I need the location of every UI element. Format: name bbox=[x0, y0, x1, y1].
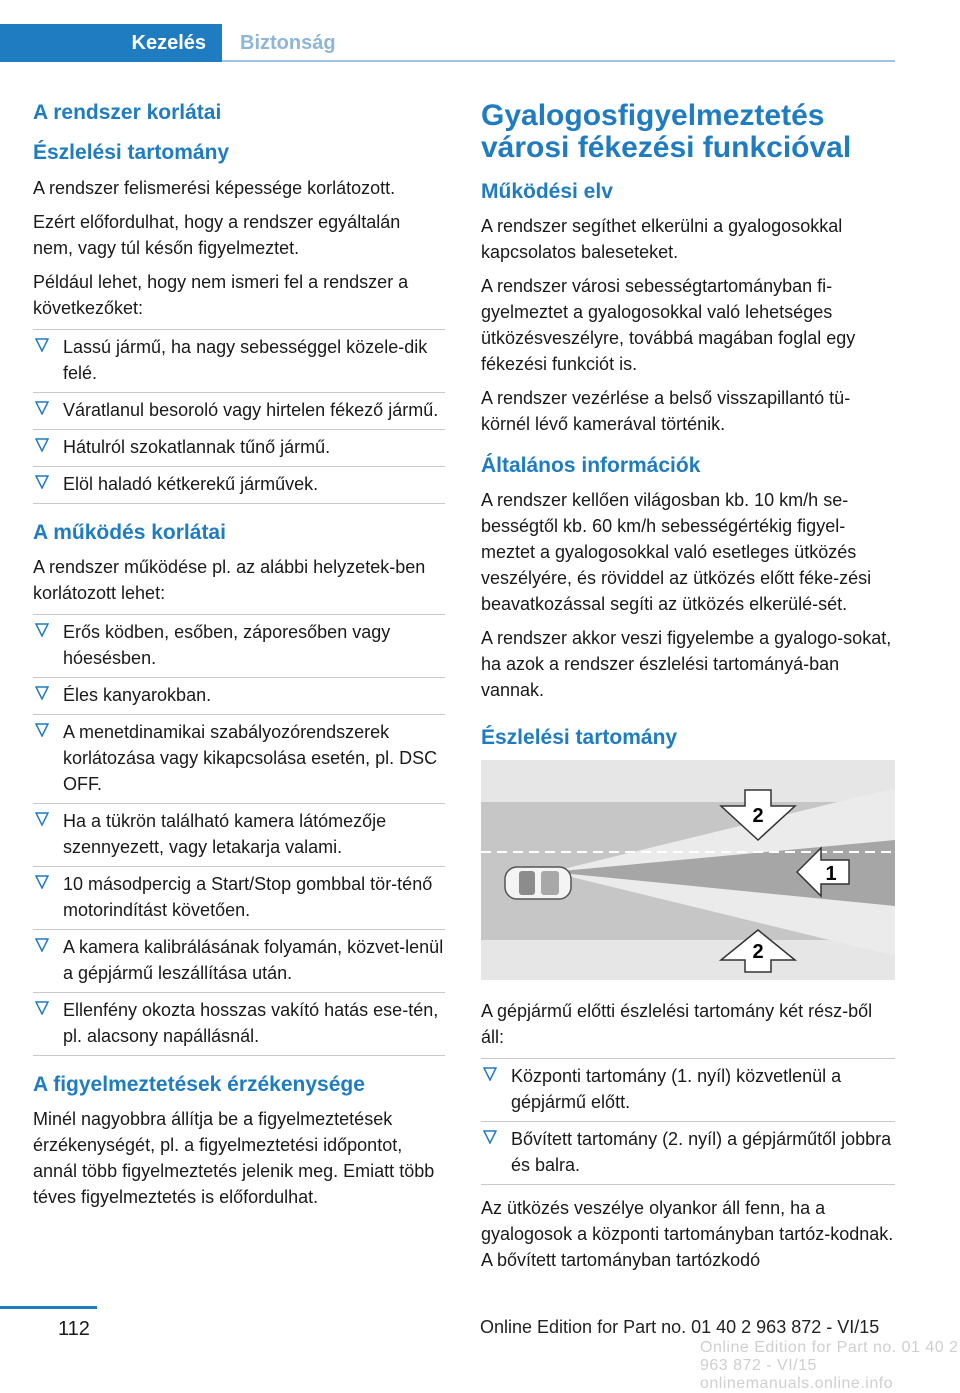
triangle-bullet-icon bbox=[35, 812, 49, 826]
paragraph: A rendszer városi sebességtartományban fi-gyelmeztet a gyalogosokkal való lehetséges ütközésveszélyre, továbbá magában foglal egy fékezési funkciót is. bbox=[481, 276, 856, 375]
paragraph: Minél nagyobbra állítja be a figyelmeztetések érzékenységét, pl. a figyelmeztetési időpontot, annál több figyelmeztetés jelenik meg. Emiatt több téves figyelmeztetés is előfordulhat. bbox=[33, 1109, 435, 1207]
list-item: A menetdinamikai szabályozórendszerek korlátozása vagy kikapcsolása esetén, pl. DSC OFF. bbox=[33, 715, 445, 804]
triangle-bullet-icon bbox=[35, 438, 49, 452]
heading-system-limits: A rendszer korlátai bbox=[33, 101, 222, 124]
list-item: Központi tartomány (1. nyíl) közvetlenül a gépjármű előtt. bbox=[481, 1059, 895, 1122]
paragraph: A rendszer felismerési képessége korlátozott. bbox=[33, 177, 396, 198]
tab-divider bbox=[222, 60, 895, 62]
detection-range-figure bbox=[481, 760, 895, 980]
list-item: Erős ködben, esőben, záporesőben vagy hóesésben. bbox=[33, 615, 445, 678]
list-item: Ellenfény okozta hosszas vakító hatás ese-tén, pl. alacsony napállásnál. bbox=[33, 993, 445, 1056]
paragraph: Például lehet, hogy nem ismeri fel a rendszer a következőket: bbox=[33, 271, 409, 318]
watermark: Online Edition for Part no. 01 40 2 963 872 - VI/15 onlinemanuals.online.info bbox=[700, 1339, 959, 1392]
header-tabs bbox=[0, 24, 895, 62]
list-item: Hátulról szokatlannak tűnő jármű. bbox=[33, 430, 445, 467]
tab-biztonsag[interactable]: Biztonság bbox=[240, 31, 336, 54]
triangle-bullet-icon bbox=[483, 1130, 497, 1144]
paragraph: A rendszer működése pl. az alábbi helyzetek-ben korlátozott lehet: bbox=[33, 556, 426, 603]
list-recognition-limits bbox=[33, 329, 445, 504]
heading-general-info: Általános információk bbox=[481, 454, 701, 478]
list-item: A kamera kalibrálásának folyamán, közvet-lenül a gépjármű leszállítása után. bbox=[33, 930, 445, 993]
triangle-bullet-icon bbox=[35, 401, 49, 415]
heading-sensitivity: A figyelmeztetések érzékenysége bbox=[33, 1072, 365, 1096]
triangle-bullet-icon bbox=[35, 338, 49, 352]
triangle-bullet-icon bbox=[35, 875, 49, 889]
car-icon bbox=[505, 867, 571, 899]
triangle-bullet-icon bbox=[35, 723, 49, 737]
paragraph: A rendszer segíthet elkerülni a gyalogosokkal kapcsolatos baleseteket. bbox=[481, 216, 843, 263]
list-item: Éles kanyarokban. bbox=[33, 678, 445, 715]
triangle-bullet-icon bbox=[35, 475, 49, 489]
triangle-bullet-icon bbox=[35, 686, 49, 700]
triangle-bullet-icon bbox=[35, 1001, 49, 1015]
list-item: Váratlanul besoroló vagy hirtelen fékező jármű. bbox=[33, 393, 445, 430]
heading-detection-range: Észlelési tartomány bbox=[481, 726, 678, 750]
paragraph: A rendszer akkor veszi figyelembe a gyalogo-sokat, ha azok a rendszer észlelési tartományá-ban vannak. bbox=[481, 628, 892, 701]
figure-label-2-bottom: 2 bbox=[752, 940, 764, 963]
paragraph: A rendszer kellően világosban kb. 10 km/h se-bességtől kb. 60 km/h sebességértékig figyel-meztet a gyalogosokkal való esetleges ütközés veszélyére, és röviddel az ütközés előtt féke-zési beavatkozással segíti az ütközés elkerülé-sét. bbox=[481, 490, 872, 615]
list-item: Bővített tartomány (2. nyíl) a gépjárműtől jobbra és balra. bbox=[481, 1122, 895, 1185]
edition-text: Online Edition for Part no. 01 40 2 963 872 - VI/15 bbox=[480, 1317, 880, 1337]
heading-detection-range: Észlelési tartomány bbox=[33, 141, 230, 165]
paragraph: Az ütközés veszélye olyankor áll fenn, ha a gyalogosok a központi tartományban tartóz-kodnak. A bővített tartományban tartózkodó bbox=[481, 1197, 894, 1270]
page-number: 112 bbox=[58, 1318, 90, 1340]
section-title: Gyalogosfigyelmeztetés városi fékezési funkcióval bbox=[481, 99, 852, 165]
paragraph: Ezért előfordulhat, hogy a rendszer egyáltalán nem, vagy túl későn figyelmeztet. bbox=[33, 211, 401, 258]
triangle-bullet-icon bbox=[483, 1067, 497, 1081]
footer-accent-line bbox=[0, 1306, 97, 1309]
tab-kezeles[interactable]: Kezelés bbox=[0, 24, 222, 62]
list-function-limits bbox=[33, 614, 445, 1056]
detection-range-diagram bbox=[481, 760, 895, 980]
list-range-parts bbox=[481, 1058, 895, 1185]
triangle-bullet-icon bbox=[35, 623, 49, 637]
paragraph: A rendszer vezérlése a belső visszapillantó tü-körnél lévő kamerával történik. bbox=[481, 388, 851, 435]
list-item: 10 másodpercig a Start/Stop gombbal tör-ténő motorindítást követően. bbox=[33, 867, 445, 930]
list-item: Ha a tükrön található kamera látómezője szennyezett, vagy letakarja valami. bbox=[33, 804, 445, 867]
left-column bbox=[33, 100, 445, 1218]
paragraph: A gépjármű előtti észlelési tartomány két rész-ből áll: bbox=[481, 1000, 873, 1047]
right-column bbox=[481, 100, 895, 1281]
triangle-bullet-icon bbox=[35, 938, 49, 952]
heading-operating-principle: Működési elv bbox=[481, 179, 613, 203]
figure-label-1: 1 bbox=[825, 862, 837, 885]
list-item: Lassú jármű, ha nagy sebességgel közele-dik felé. bbox=[33, 330, 445, 393]
list-item: Elöl haladó kétkerekű járművek. bbox=[33, 467, 445, 504]
figure-label-2-top: 2 bbox=[752, 804, 764, 827]
heading-function-limits: A működés korlátai bbox=[33, 520, 226, 544]
